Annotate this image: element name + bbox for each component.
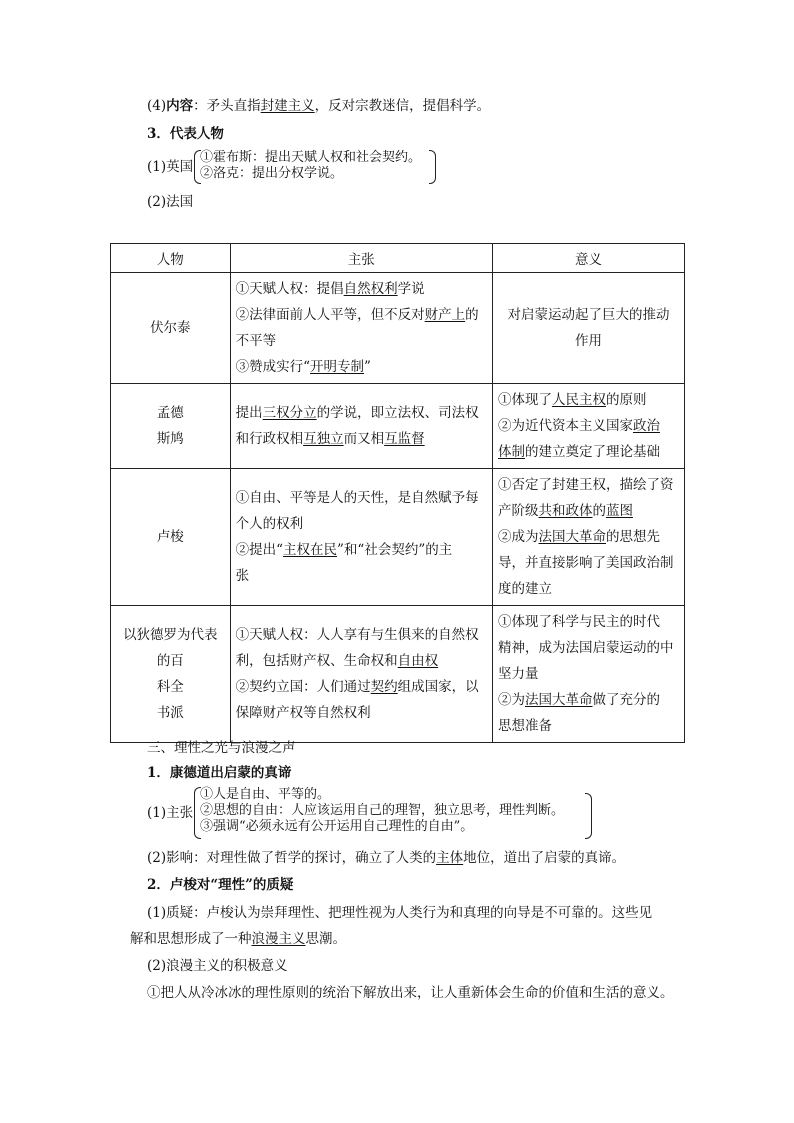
- enlightenment-table: [110, 243, 685, 743]
- claim-items: ①人是自由、平等的。 ②思想的自由：人应该运用自己的理智，独立思考，理性判断。 ③强调“必须永远有公开运用自己理性的自由”。: [200, 787, 565, 834]
- claim-cell: ①自由、平等是人的天性，是自然赋予每 个人的权利 ②提出“主权在民”和“社会契约”的主 张: [230, 469, 492, 606]
- doubt-line-1: (1)质疑：卢梭认为崇拜理性、把理性视为人类行为和真理的向导是不可靠的。这些见: [147, 905, 653, 921]
- claim-cell: ①天赋人权：提倡自然权利学说 ②法律面前人人平等，但不反对财产上的 不平等 ③赞成实行“开明专制”: [230, 273, 492, 384]
- romantic-item-1: ①把人从冷冰冰的理性原则的统治下解放出来，让人重新体会生命的价值和生活的意义。: [147, 985, 674, 1001]
- person-cell: 孟德 斯鸠: [111, 384, 231, 469]
- meaning-cell: ①否定了封建王权，描绘了资 产阶级共和政体的蓝图 ②成为法国大革命的思想先 导，并直接影响了美国政治制 度的建立: [492, 469, 684, 606]
- section-title: 三、理性之光与浪漫之声: [147, 740, 296, 756]
- claim-cell: ①天赋人权：人人享有与生俱来的自然权 利，包括财产权、生命权和自由权 ②契约立国：人们通过契约组成国家，以 保障财产权等自然权利: [230, 606, 492, 743]
- influence-line: (2)影响：对理性做了哲学的探讨，确立了人类的主体地位，道出了启蒙的真谛。: [147, 850, 626, 866]
- doubt-line-2: 解和思想形成了一种浪漫主义思潮。: [130, 931, 346, 947]
- content-prefix: (4): [147, 98, 167, 114]
- content-label: 内容: [166, 98, 194, 114]
- content-line: (4)内容：矛头直指封建主义，反对宗教迷信，提倡科学。: [147, 98, 491, 114]
- header-claim: 主张: [230, 244, 492, 273]
- england-label: (1)英国: [147, 159, 194, 175]
- header-person: 人物: [111, 244, 231, 273]
- subsection-2-title: 2．卢梭对“理性”的质疑: [147, 877, 294, 893]
- table-row: [111, 469, 685, 606]
- subsection-1-title: 1．康德道出启蒙的真谛: [147, 765, 292, 781]
- romantic-title: (2)浪漫主义的积极意义: [147, 958, 288, 974]
- table-header-row: [111, 244, 685, 273]
- meaning-cell: 对启蒙运动起了巨大的推动 作用: [492, 273, 684, 384]
- section-3-title: 3．代表人物: [147, 126, 224, 142]
- right-brace: [429, 150, 436, 184]
- person-cell: 伏尔泰: [111, 273, 231, 384]
- table-row: [111, 384, 685, 469]
- table-row: [111, 273, 685, 384]
- table-row: [111, 606, 685, 743]
- person-cell: 以狄德罗为代表 的百 科全 书派: [111, 606, 231, 743]
- england-items: ①霍布斯：提出天赋人权和社会契约。 ②洛克：提出分权学说。: [200, 150, 422, 181]
- meaning-cell: ①体现了人民主权的原则 ②为近代资本主义国家政治 体制的建立奠定了理论基础: [492, 384, 684, 469]
- person-cell: 卢梭: [111, 469, 231, 606]
- claim-label: (1)主张: [147, 805, 194, 821]
- france-label: (2)法国: [147, 194, 194, 210]
- meaning-cell: ①体现了科学与民主的时代 精神，成为法国启蒙运动的中 坚力量 ②为法国大革命做了充分的 思想准备: [492, 606, 684, 743]
- claim-cell: 提出三权分立的学说，即立法权、司法权 和行政权相互独立而又相互监督: [230, 384, 492, 469]
- right-brace: [585, 793, 592, 839]
- header-meaning: 意义: [492, 244, 684, 273]
